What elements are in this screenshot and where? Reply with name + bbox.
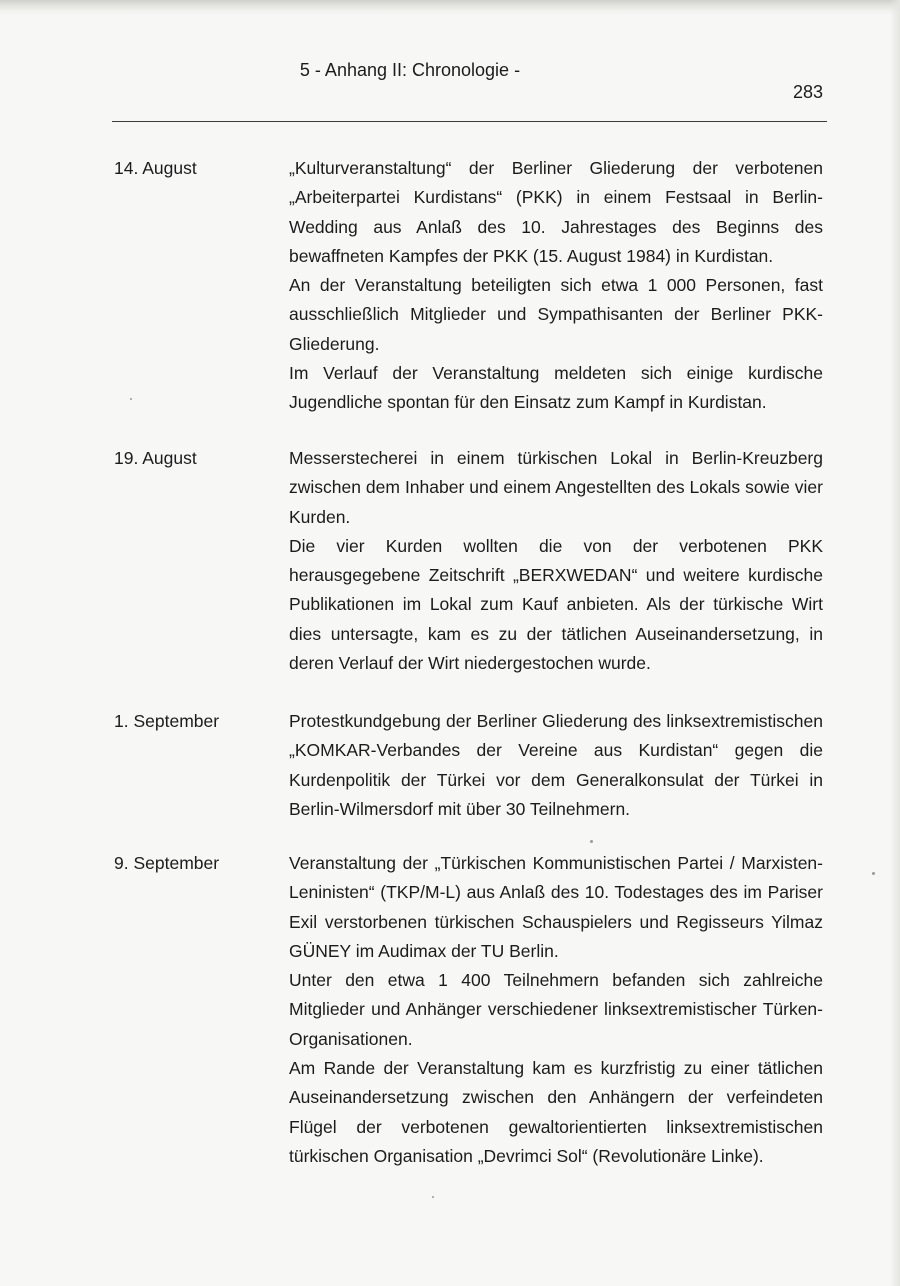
entry-date: 19. August [114, 448, 197, 468]
scan-speck [872, 872, 875, 875]
entry-paragraph: An der Veranstaltung beteiligten sich etwa 1 000 Personen, fast ausschließlich Mitglieder und Sympathisanten der Berliner PKK-Gliederung. [289, 275, 823, 354]
entry-paragraph: Im Verlauf der Veranstaltung meldeten sich einige kurdische Jugendliche spontan für den Einsatz zum Kampf in Kurdistan. [289, 363, 823, 413]
entry-description [289, 444, 823, 678]
entry-paragraph: Die vier Kurden wollten die von der verbotenen PKK herausgegebene Zeitschrift „BERXWEDAN“ und weitere kurdische Publikationen im Lokal zum Kauf anbieten. Als der türkische Wirt dies untersagte, kam es zu der tätlichen Auseinandersetzung, in deren Verlauf der Wirt niedergestochen wurde. [289, 535, 823, 674]
scan-speck [432, 1196, 434, 1198]
scan-shadow-right [890, 0, 900, 1286]
entry-paragraph: Am Rande der Veranstaltung kam es kurzfristig zu einer tätlichen Auseinandersetzung zwischen den Anhängern der verfeindeten Flügel der verbotenen gewaltorientierten linksextremistischen türkischen Organisation „Devrimci Sol“ (Revolutionäre Linke). [289, 1058, 823, 1166]
entry-paragraph: Messerstecherei in einem türkischen Lokal in Berlin-Kreuzberg zwischen dem Inhaber und einem Angestellten des Lokals sowie vier Kurden. [289, 448, 823, 527]
entry-paragraph: Veranstaltung der „Türkischen Kommunistischen Partei / Marxisten-Leninisten“ (TKP/M-L) aus Anlaß des 10. Todestages des im Pariser Exil verstorbenen türkischen Schauspielers und Regisseurs Yilmaz GÜNEY im Audimax der TU Berlin. [289, 853, 823, 961]
scan-speck [130, 398, 132, 400]
page-header-title: 5 - Anhang II: Chronologie - [299, 60, 521, 80]
page-number: 283 [792, 82, 823, 102]
entry-description [289, 707, 823, 824]
entry-description [289, 154, 823, 418]
entry-description [289, 849, 823, 1171]
entry-paragraph: Protestkundgebung der Berliner Gliederung des linksextremistischen „KOMKAR-Verbandes der Vereine aus Kurdistan“ gegen die Kurdenpolitik der Türkei vor dem Generalkonsulat der Türkei in Berlin-Wilmersdorf mit über 30 Teilnehmern. [289, 711, 823, 819]
entry-paragraph: Unter den etwa 1 400 Teilnehmern befanden sich zahlreiche Mitglieder und Anhänger verschiedener linksextremistischer Türken-Organisationen. [289, 970, 823, 1049]
entry-date: 14. August [114, 158, 197, 178]
entry-date: 1. September [114, 711, 220, 731]
scan-speck [590, 840, 593, 843]
scan-shadow-top [0, 0, 900, 16]
entry-date: 9. September [114, 853, 220, 873]
entry-paragraph: „Kulturveranstaltung“ der Berliner Gliederung der verbotenen „Arbeiterpartei Kurdistans“ (PKK) in einem Festsaal in Berlin-Wedding aus Anlaß des 10. Jahrestages des Beginns des bewaffneten Kampfes der PKK (15. August 1984) in Kurdistan. [289, 158, 823, 266]
header-rule [112, 121, 827, 122]
